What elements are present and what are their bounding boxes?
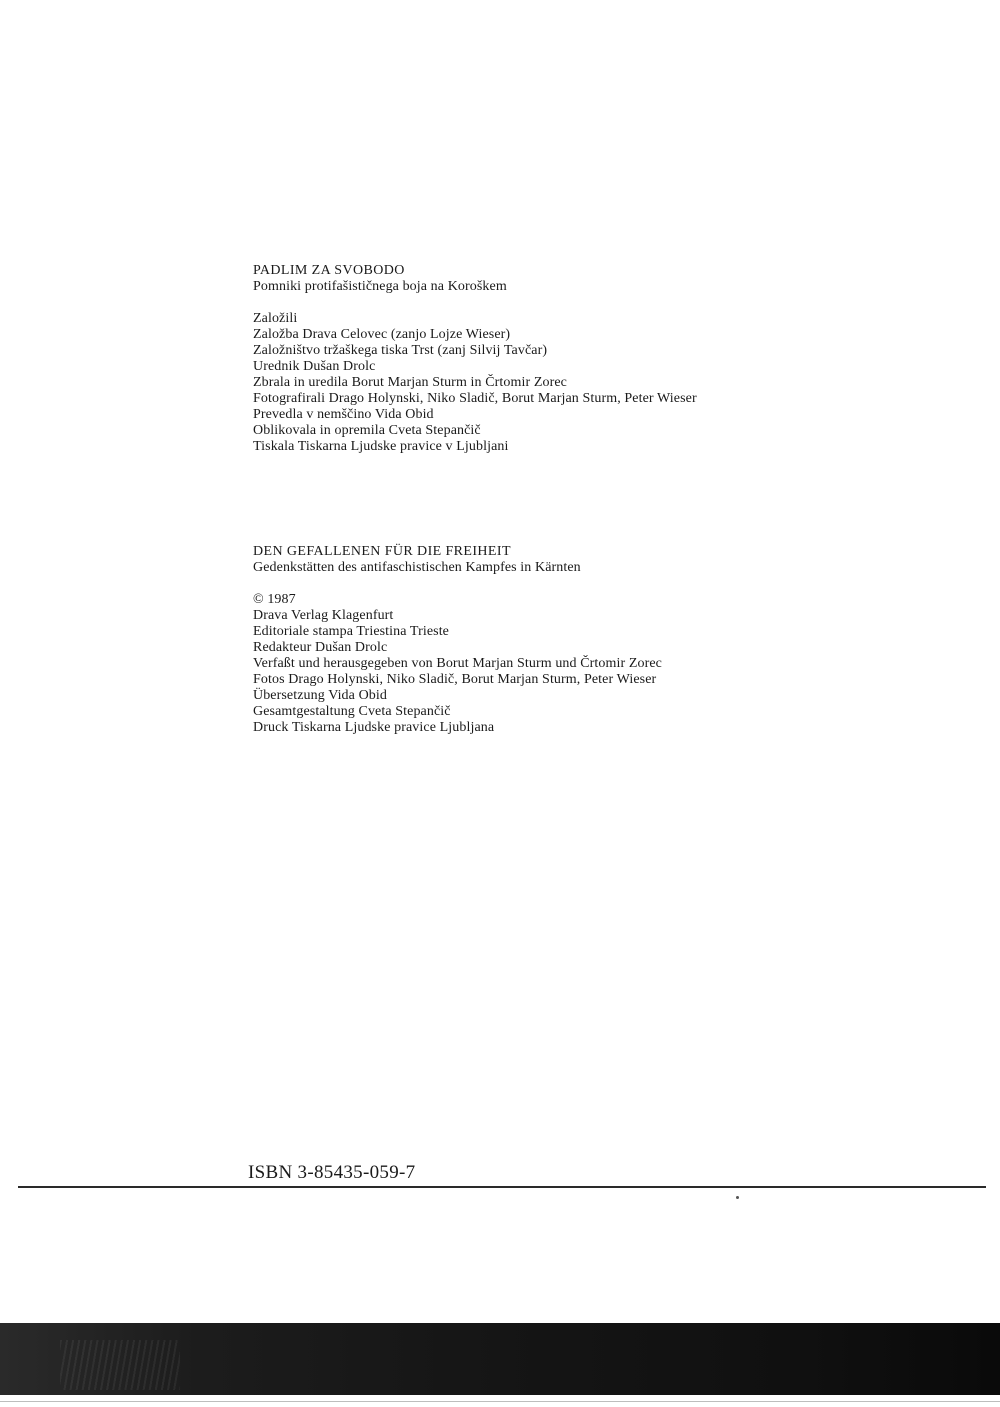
german-credit-line: Drava Verlag Klagenfurt bbox=[253, 608, 394, 623]
slovene-credit-line: Zbrala in uredila Borut Marjan Sturm in Črtomir Zorec bbox=[253, 375, 567, 390]
scan-speck bbox=[736, 1196, 739, 1199]
german-credit-line: Redakteur Dušan Drolc bbox=[253, 640, 388, 655]
german-credit-line: © 1987 bbox=[253, 592, 296, 607]
horizontal-rule bbox=[18, 1186, 986, 1188]
slovene-credit-line: Urednik Dušan Drolc bbox=[253, 359, 376, 374]
slovene-credit-line: Založili bbox=[253, 311, 298, 326]
german-credit-line: Druck Tiskarna Ljudske pravice Ljubljana bbox=[253, 720, 495, 735]
slovene-credit-line: Oblikovala in opremila Cveta Stepančič bbox=[253, 423, 481, 438]
german-credit-line: Fotos Drago Holynski, Niko Sladič, Borut Marjan Sturm, Peter Wieser bbox=[253, 672, 657, 687]
german-title: DEN GEFALLENEN FÜR DIE FREIHEIT bbox=[253, 544, 511, 559]
slovene-credit-line: Prevedla v nemščino Vida Obid bbox=[253, 407, 434, 422]
german-credit-line: Übersetzung Vida Obid bbox=[253, 688, 387, 703]
slovene-credit-line: Založba Drava Celovec (zanjo Lojze Wieser) bbox=[253, 327, 511, 342]
slovene-imprint bbox=[253, 263, 697, 455]
spacer bbox=[253, 295, 697, 311]
slovene-title: PADLIM ZA SVOBODO bbox=[253, 263, 405, 278]
german-subtitle: Gedenkstätten des antifaschistischen Kampfes in Kärnten bbox=[253, 560, 581, 575]
german-credit-line: Editoriale stampa Triestina Trieste bbox=[253, 624, 449, 639]
scan-band-texture bbox=[60, 1340, 180, 1390]
german-credit-line: Gesamtgestaltung Cveta Stepančič bbox=[253, 704, 451, 719]
german-imprint bbox=[253, 544, 662, 736]
slovene-credit-line: Založništvo tržaškega tiska Trst (zanj Silvij Tavčar) bbox=[253, 343, 548, 358]
slovene-credit-line: Tiskala Tiskarna Ljudske pravice v Ljubljani bbox=[253, 439, 509, 454]
spacer bbox=[253, 576, 662, 592]
german-credit-line: Verfaßt und herausgegeben von Borut Marjan Sturm und Črtomir Zorec bbox=[253, 656, 662, 671]
page-bottom-edge bbox=[0, 1401, 1000, 1402]
isbn-number: ISBN 3-85435-059-7 bbox=[248, 1162, 416, 1183]
slovene-credit-line: Fotografirali Drago Holynski, Niko Sladič, Borut Marjan Sturm, Peter Wieser bbox=[253, 391, 697, 406]
slovene-subtitle: Pomniki protifašističnega boja na Koroškem bbox=[253, 279, 507, 294]
